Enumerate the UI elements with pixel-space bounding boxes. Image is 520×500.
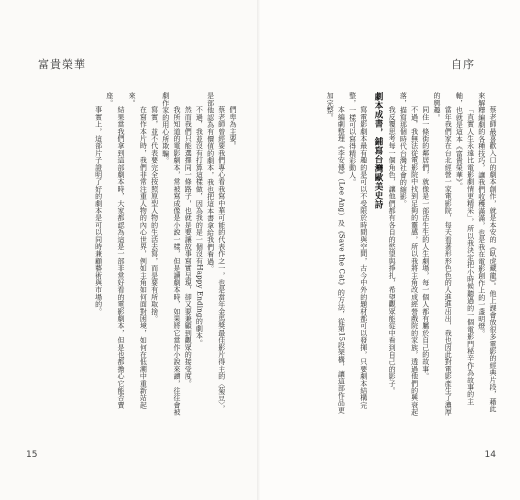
right-page-body [284, 92, 498, 417]
paragraph: 當年我們家在台北經營一家電影院，每天看著形形色色的人進進出出，我也因此對電影產生了濃厚的興趣。 [432, 92, 453, 416]
paragraph: 同住一條街的鄰居們，就像是一部活生生的人生劇場，每一個人都有屬於自己的故事。 [421, 106, 430, 380]
paragraph: 寫電影劇本最有趣的是可以不受限於時間與空間，古今中外的題材都可以發揮，只要劇本結構完整，一樣可以寫得精彩動人。 [348, 92, 368, 409]
left-page-body [24, 92, 238, 417]
paragraph: 事實上，這部片子證明了好的劇本是可以同時兼顧藝術與市場的。 [94, 106, 103, 315]
paragraph: 「直實人生永遠比電影劇情更精采」，所以我決定把小時候聽過的一個電影門秘辛作為故事的主軸，也就是這本《富貴榮華》。 [455, 92, 475, 405]
paragraph: 我所知道的電影劇本，常被寫成像是小說一樣，但是讀劇本時，如果將它當作小說來讀，往往會被劇作家的用心所欺騙。 [161, 92, 181, 416]
paragraph: 不過，我無法從電影院中找到足夠的靈感，所以我將主角改成經營戲院的家族，透過他們的興衰起落，描寫那個時代台灣社會的縮影。 [399, 92, 419, 416]
paragraph: 不過，我並沒有打算這樣做，因為我的是一個沒有Happy Ending的劇本。 [195, 106, 204, 347]
paragraph: 蔡老師最喜歡入口的劇本創作，就是本安的《臥虎藏龍》。他上課會放很多電影的經典片段，藉此來解釋編劇的各種技巧，讓我們收穫滿滿，也是我在電影創作上的一盞明燈。 [477, 92, 497, 413]
page-number-right: 14 [484, 450, 496, 460]
section-heading: 劇本成書，鋪寫台灣歐美史詩 [372, 92, 383, 209]
paragraph: 在寫作本片時，我們非常注重人物的內心世界，例如主角如何面對困境，如何在低潮中重新站起來。 [128, 92, 148, 409]
paragraph: 寫實，並不代表要完全按照原型人物的生活去寫，而是要有所取捨。 [150, 106, 159, 322]
running-head-book-title: 富貴榮華 [38, 58, 86, 71]
right-page [260, 0, 520, 500]
paragraph: 結果當我們拿到這部劇本時，大家都認為這是一部非常好看的電影劇本，但是也都擔心它能否賣座。 [105, 92, 125, 409]
paragraph: 我反覆思考每一個角色，讓他們都有各自的慾望與掙扎，希望觀眾能從中看到自己的影子。 [388, 106, 397, 394]
paragraph: 們卑為主要。 [229, 106, 237, 150]
paragraph: 蔡老師曾經要我們專心看我寫中華可能的代表作之一，也是當年金馬獎最佳影片得主的〈菊豆〉，是部他認為有價值的劇本，我也把這本書拿給我們看過。 [206, 92, 226, 413]
paragraph: 本編劇整理《李安傳》（Lee Ang）及《Save the Cat》的方法，從第15段架構，讓這部作品更加完整。 [326, 92, 346, 414]
paragraph: 然而我們只能選擇同一條路子，也就是要讓故事寫實呈現，卻又要兼顧到觀眾的接受度。 [184, 106, 193, 387]
page-number-left: 15 [26, 450, 38, 460]
running-head-chapter: 自序 [451, 58, 475, 71]
